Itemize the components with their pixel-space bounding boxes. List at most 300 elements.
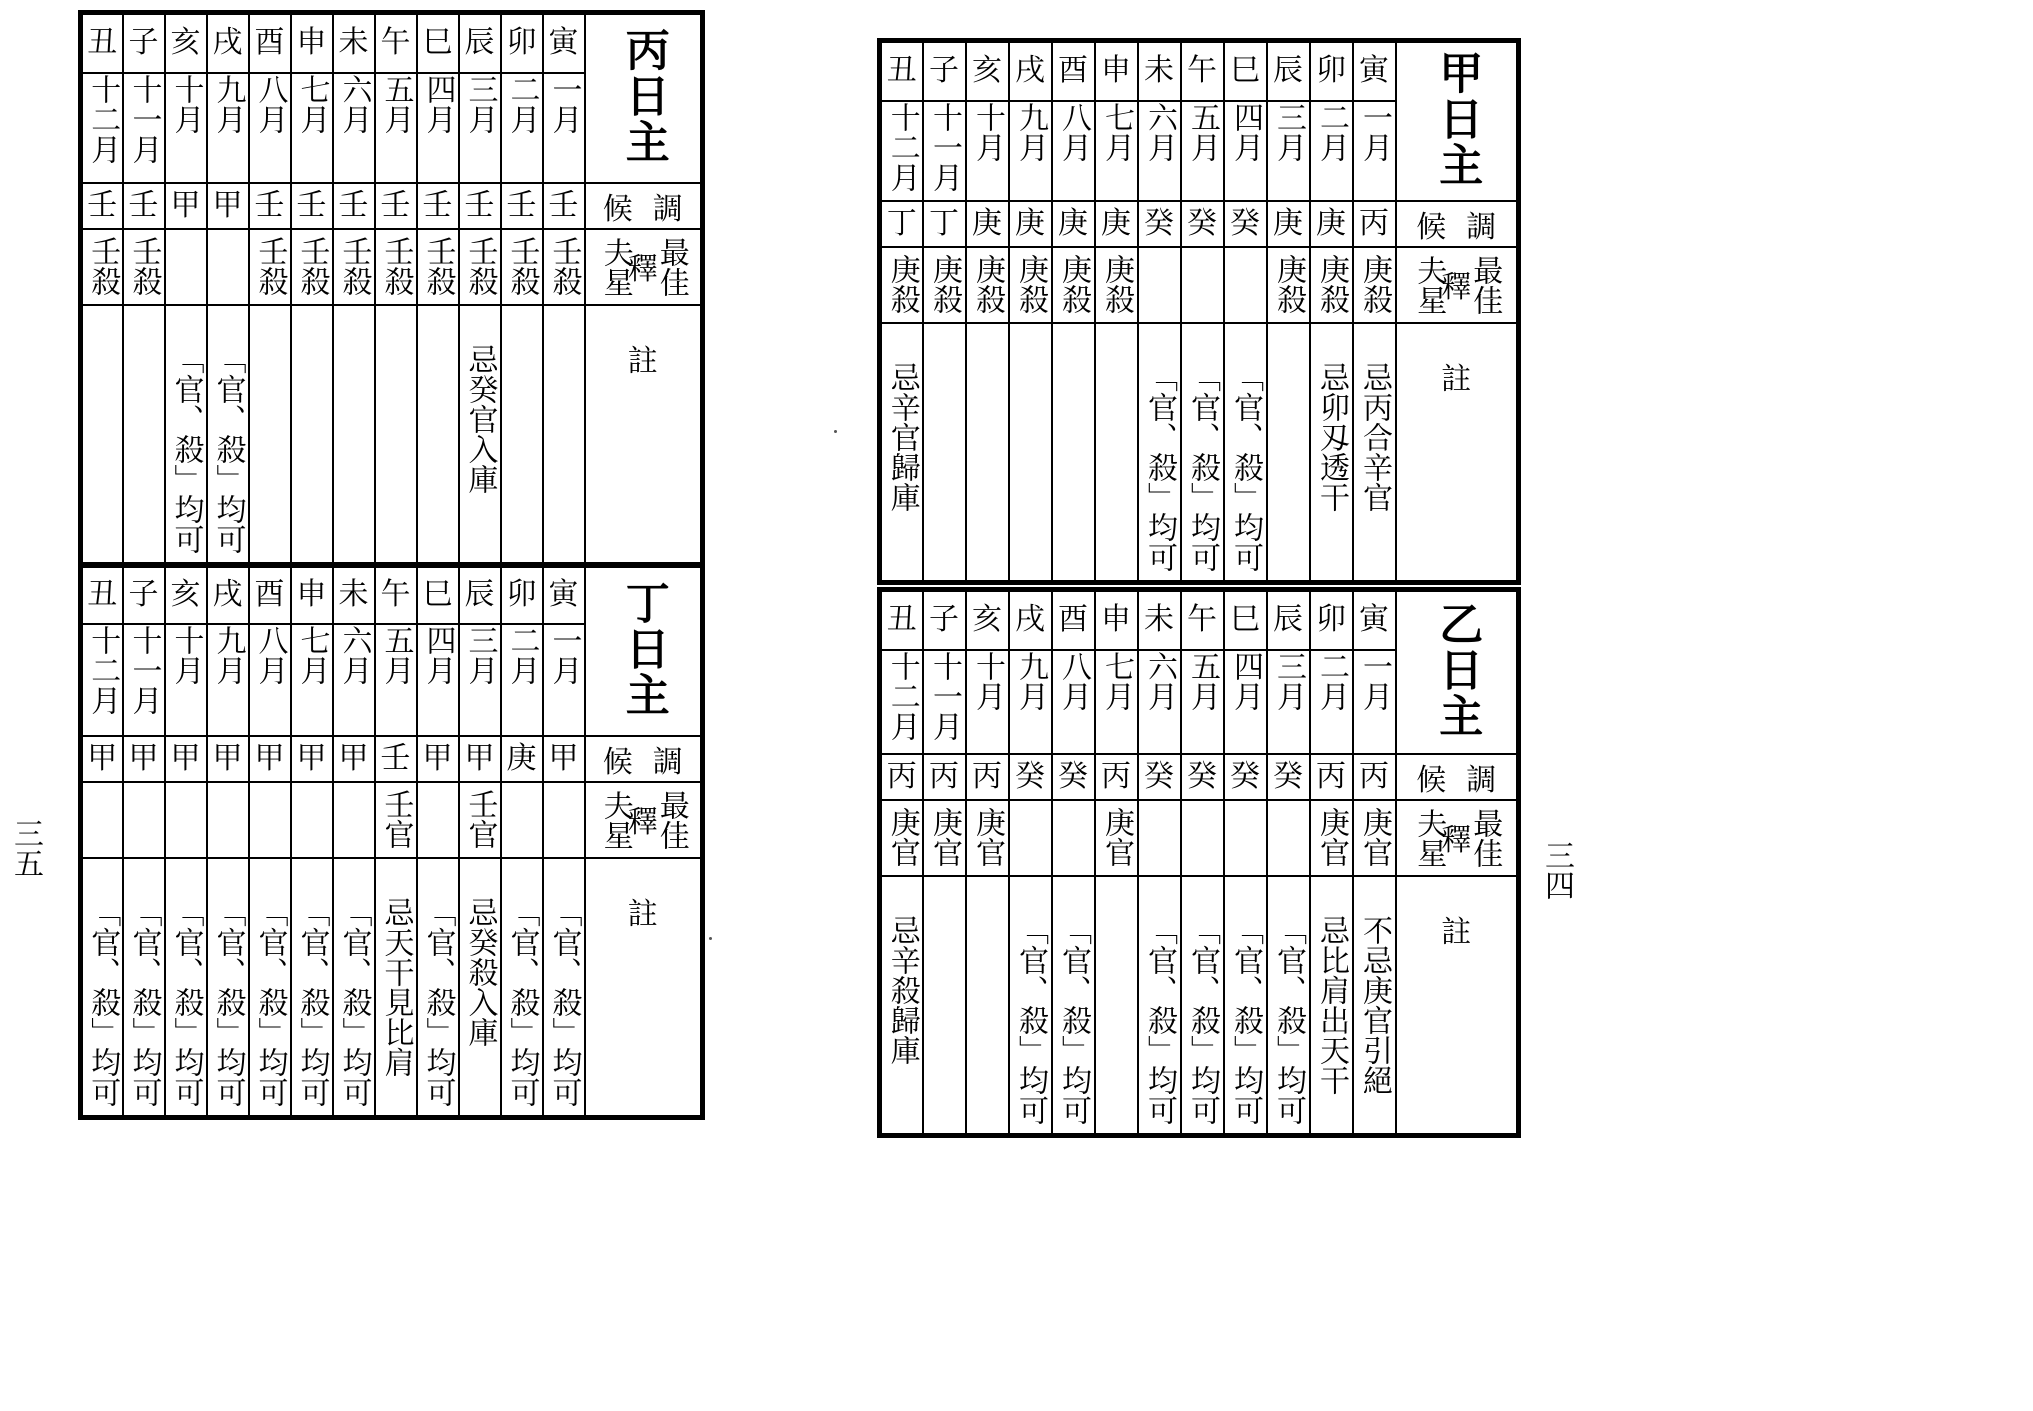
- tiaohou-cell-text: 壬: [254, 187, 285, 223]
- tiaohou-label-text: [586, 184, 701, 228]
- branch-cell: [543, 566, 585, 624]
- note-cell-text: 「官、殺」均可: [504, 896, 540, 1107]
- tiaohou-cell-text: 甲: [338, 740, 369, 776]
- tiaohou-cell-text: 癸: [1187, 758, 1217, 794]
- note-cell-text: 「官、殺」均可: [210, 896, 246, 1107]
- best-cell-text: 庚殺: [1099, 253, 1134, 314]
- branch-cell: [923, 41, 966, 101]
- note-cell: [1095, 323, 1138, 583]
- branch-cell: [291, 13, 333, 73]
- branch-cell-text: 卯: [1316, 53, 1346, 89]
- branch-cell-text: 巳: [422, 25, 453, 61]
- branch-cell: [501, 566, 543, 624]
- best-cell-text: 庚殺: [884, 253, 920, 314]
- note-label-bottom: 釋: [627, 804, 658, 840]
- note-cell: [291, 305, 333, 565]
- note-cell-text: 「官、殺」均可: [420, 896, 456, 1107]
- month-cell-text: 九月: [210, 624, 246, 685]
- best-label-a: 最佳: [653, 236, 689, 297]
- best-cell: [966, 247, 1009, 323]
- tiaohou-cell-text: 甲: [212, 740, 243, 776]
- note-cell: [966, 876, 1009, 1136]
- branch-cell: [966, 590, 1009, 650]
- best-cell: [1310, 247, 1353, 323]
- month-cell: [1009, 101, 1052, 201]
- best-cell: [1310, 800, 1353, 876]
- tiaohou-cell-text: 癸: [1230, 758, 1260, 794]
- month-cell-text: 十一月: [126, 624, 162, 715]
- tiaohou-cell-text: 癸: [1015, 758, 1045, 794]
- best-cell: [1009, 800, 1052, 876]
- day-master-title-text: 甲日主: [1431, 50, 1483, 189]
- month-cell-text: 四月: [1228, 650, 1263, 711]
- month-cell: [923, 101, 966, 201]
- note-cell-text: 「官、殺」均可: [1056, 914, 1091, 1125]
- tiaohou-row: [81, 736, 703, 782]
- month-cell: [207, 624, 249, 736]
- branch-cell: [1009, 41, 1052, 101]
- branch-cell-text: 寅: [1359, 602, 1389, 638]
- tiaohou-label-a: 調: [652, 744, 683, 780]
- note-cell-text: 「官、殺」均可: [1013, 914, 1048, 1125]
- best-cell: [880, 800, 923, 876]
- month-cell-text: 八月: [1056, 101, 1091, 162]
- month-cell: [880, 101, 923, 201]
- best-label-b: 夫星: [597, 236, 633, 297]
- month-cell-text: 一月: [1357, 650, 1392, 711]
- branch-cell: [1353, 41, 1396, 101]
- best-cell: [1181, 247, 1224, 323]
- tiaohou-cell: [1353, 201, 1396, 247]
- best-cell: [1009, 247, 1052, 323]
- tiaohou-label: [1396, 754, 1519, 800]
- month-cell: [880, 650, 923, 754]
- tiaohou-cell-text: 丁: [886, 205, 917, 241]
- note-cell-text: 「官、殺」均可: [210, 343, 246, 554]
- month-cell: [1052, 101, 1095, 201]
- best-cell-text: 壬殺: [546, 235, 582, 296]
- branch-cell: [81, 566, 123, 624]
- note-label-top: 註: [627, 343, 658, 379]
- tiaohou-cell-text: 丙: [1359, 758, 1389, 794]
- branch-cell: [1310, 41, 1353, 101]
- tiaohou-cell: [543, 183, 585, 229]
- branch-cell: [417, 566, 459, 624]
- note-label-bottom: 釋: [1441, 269, 1472, 305]
- branch-cell-text: 亥: [972, 53, 1002, 89]
- tiaohou-row: [880, 201, 1519, 247]
- tiaohou-cell: [543, 736, 585, 782]
- branch-cell: [543, 13, 585, 73]
- note-cell: [543, 305, 585, 565]
- branch-cell: [923, 590, 966, 650]
- tiaohou-cell-text: 壬: [380, 740, 411, 776]
- month-cell: [165, 624, 207, 736]
- tiaohou-cell-text: 壬: [464, 187, 495, 223]
- tiaohou-cell-text: 甲: [87, 740, 118, 776]
- tiaohou-cell-text: 壬: [128, 187, 159, 223]
- note-cell: [375, 858, 417, 1118]
- branch-cell-text: 子: [128, 577, 159, 613]
- best-cell: [249, 229, 291, 305]
- branch-cell-text: 辰: [464, 577, 495, 613]
- note-cell-text: 「官、殺」均可: [336, 896, 372, 1107]
- note-cell: [1052, 876, 1095, 1136]
- month-cell-text: 八月: [252, 73, 288, 134]
- month-cell: [1009, 650, 1052, 754]
- best-cell: [1052, 800, 1095, 876]
- month-cell: [1310, 650, 1353, 754]
- tiaohou-cell: [1052, 754, 1095, 800]
- branch-cell-text: 卯: [506, 577, 537, 613]
- best-cell: [501, 782, 543, 858]
- tiaohou-cell-text: 丙: [1316, 758, 1346, 794]
- note-cell-text: 忌卯刄透干: [1314, 361, 1349, 512]
- best-cell: [81, 229, 123, 305]
- branch-cell: [501, 13, 543, 73]
- tiaohou-cell: [1181, 754, 1224, 800]
- branch-cell-text: 巳: [422, 577, 453, 613]
- best-cell: [1138, 247, 1181, 323]
- month-cell: [1267, 650, 1310, 754]
- tiaohou-cell: [123, 183, 165, 229]
- tiaohou-cell: [207, 183, 249, 229]
- note-cell: [1267, 876, 1310, 1136]
- tiaohou-cell: [165, 183, 207, 229]
- best-label-a: 最佳: [1467, 254, 1503, 315]
- tiaohou-cell-text: 壬: [548, 187, 579, 223]
- best-cell: [417, 782, 459, 858]
- best-cell: [501, 229, 543, 305]
- best-cell-text: 庚官: [1357, 806, 1392, 867]
- note-cell-text: 「官、殺」均可: [546, 896, 582, 1107]
- note-cell: [501, 858, 543, 1118]
- note-cell: [1009, 323, 1052, 583]
- month-cell: [966, 101, 1009, 201]
- branch-cell-text: 酉: [1058, 53, 1088, 89]
- tiaohou-cell: [249, 183, 291, 229]
- note-label-top: 註: [1441, 914, 1472, 950]
- best-cell: [880, 247, 923, 323]
- best-cell-text: 庚官: [1314, 806, 1349, 867]
- branch-row: [880, 590, 1519, 650]
- tiaohou-cell: [375, 736, 417, 782]
- month-cell-text: 五月: [1185, 101, 1220, 162]
- best-cell: [207, 782, 249, 858]
- best-cell: [459, 782, 501, 858]
- tiaohou-label-b: 候: [602, 744, 633, 780]
- month-cell-text: 三月: [462, 624, 498, 685]
- best-cell-text: 壬殺: [462, 235, 498, 296]
- tiaohou-cell: [1353, 754, 1396, 800]
- note-label-bottom: 釋: [627, 251, 658, 287]
- tiaohou-label-a: 調: [1466, 762, 1497, 798]
- month-cell: [417, 73, 459, 183]
- tiaohou-cell: [249, 736, 291, 782]
- branch-cell-text: 子: [929, 53, 959, 89]
- month-cell-text: 四月: [1228, 101, 1263, 162]
- best-cell-text: 壬官: [378, 788, 414, 849]
- month-cell: [375, 624, 417, 736]
- tiaohou-cell-text: 癸: [1144, 758, 1174, 794]
- tiaohou-cell-text: 丙: [1359, 205, 1389, 241]
- branch-cell-text: 辰: [1273, 53, 1303, 89]
- tiaohou-row: [81, 183, 703, 229]
- tiaohou-label-a: 調: [1466, 209, 1497, 245]
- tiaohou-cell-text: 壬: [87, 187, 118, 223]
- tiaohou-cell-text: 壬: [380, 187, 411, 223]
- branch-cell-text: 申: [296, 577, 327, 613]
- branch-cell-text: 未: [338, 25, 369, 61]
- month-cell: [1181, 101, 1224, 201]
- note-cell: [123, 858, 165, 1118]
- tiaohou-cell-text: 癸: [1273, 758, 1303, 794]
- tiaohou-cell: [501, 183, 543, 229]
- best-cell: [1353, 247, 1396, 323]
- month-cell-text: 二月: [1314, 101, 1349, 162]
- branch-cell-text: 丑: [87, 577, 118, 613]
- best-cell: [1095, 247, 1138, 323]
- best-cell: [375, 782, 417, 858]
- note-cell: [1224, 876, 1267, 1136]
- note-cell: [417, 858, 459, 1118]
- tiaohou-cell-text: 丙: [1101, 758, 1131, 794]
- note-cell-text: 「官、殺」均可: [252, 896, 288, 1107]
- best-cell-text: 壬殺: [378, 235, 414, 296]
- tiaohou-cell: [1224, 754, 1267, 800]
- tiaohou-cell-text: 丙: [886, 758, 917, 794]
- note-label-top: 註: [627, 896, 658, 932]
- tiaohou-cell: [291, 736, 333, 782]
- note-cell-text: 「官、殺」均可: [1271, 914, 1306, 1125]
- branch-cell-text: 子: [128, 25, 159, 61]
- month-cell: [291, 73, 333, 183]
- tiaohou-label-b: 候: [1416, 762, 1447, 798]
- branch-cell-text: 寅: [1359, 53, 1389, 89]
- tiaohou-cell-text: 甲: [464, 740, 495, 776]
- best-cell-text: 壬殺: [85, 235, 121, 296]
- best-cell-text: 庚官: [927, 806, 962, 867]
- tiaohou-cell: [207, 736, 249, 782]
- notes-row: [880, 323, 1519, 583]
- tiaohou-cell: [966, 201, 1009, 247]
- branch-cell: [1095, 41, 1138, 101]
- branch-row: [880, 41, 1519, 101]
- month-cell-text: 六月: [336, 73, 372, 134]
- month-cell: [501, 73, 543, 183]
- best-cell: [1052, 247, 1095, 323]
- best-cell-text: 庚殺: [1013, 253, 1048, 314]
- note-cell: [81, 858, 123, 1118]
- tiaohou-cell-text: 癸: [1230, 205, 1260, 241]
- month-cell: [1181, 650, 1224, 754]
- day-master-title: [1396, 590, 1519, 754]
- month-cell-text: 三月: [1271, 650, 1306, 711]
- tiaohou-label: [585, 736, 703, 782]
- note-cell-text: 「官、殺」均可: [1228, 914, 1263, 1125]
- tiaohou-cell-text: 甲: [212, 187, 243, 223]
- branch-cell-text: 丑: [87, 25, 118, 61]
- note-cell: [880, 876, 923, 1136]
- month-cell: [1224, 101, 1267, 201]
- best-cell: [966, 800, 1009, 876]
- tiaohou-cell-text: 甲: [128, 740, 159, 776]
- tiaohou-cell-text: 庚: [972, 205, 1002, 241]
- tiaohou-cell: [1095, 754, 1138, 800]
- best-cell: [291, 782, 333, 858]
- branch-cell: [333, 566, 375, 624]
- best-cell: [923, 247, 966, 323]
- note-cell-text: 不忌庚官引絕: [1357, 914, 1392, 1095]
- note-label-top: 註: [1441, 361, 1472, 397]
- month-cell: [543, 624, 585, 736]
- tiaohou-cell-text: 庚: [1058, 205, 1088, 241]
- tiaohou-cell: [501, 736, 543, 782]
- best-label-b: 夫星: [1411, 254, 1447, 315]
- best-cell: [249, 782, 291, 858]
- best-cell: [1224, 247, 1267, 323]
- month-cell-text: 二月: [504, 73, 540, 134]
- note-cell: [1181, 323, 1224, 583]
- note-cell: [501, 305, 543, 565]
- note-cell: [207, 858, 249, 1118]
- note-cell: [543, 858, 585, 1118]
- day-master-title: [585, 13, 703, 183]
- branch-cell: [1009, 590, 1052, 650]
- branch-cell-text: 申: [1101, 53, 1131, 89]
- tiaohou-label: [585, 183, 703, 229]
- month-cell-text: 八月: [1056, 650, 1091, 711]
- branch-row: [81, 566, 703, 624]
- branch-cell: [123, 13, 165, 73]
- note-cell: [1353, 876, 1396, 1136]
- tiaohou-cell-text: 丁: [929, 205, 959, 241]
- best-label-b: 夫星: [1411, 807, 1447, 868]
- branch-cell-text: 卯: [506, 25, 537, 61]
- branch-cell-text: 酉: [254, 25, 285, 61]
- tiaohou-cell: [333, 736, 375, 782]
- branch-cell: [459, 566, 501, 624]
- branch-cell: [81, 13, 123, 73]
- best-cell: [333, 782, 375, 858]
- tiaohou-cell: [459, 183, 501, 229]
- tiaohou-cell: [1181, 201, 1224, 247]
- tiaohou-cell-text: 壬: [506, 187, 537, 223]
- branch-cell: [123, 566, 165, 624]
- notes-row: [880, 876, 1519, 1136]
- best-cell-text: 庚官: [884, 806, 920, 867]
- branch-cell: [1353, 590, 1396, 650]
- month-cell-text: 五月: [378, 73, 414, 134]
- note-cell-text: 「官、殺」均可: [168, 896, 204, 1107]
- note-cell: [81, 305, 123, 565]
- tiaohou-cell-text: 庚: [1015, 205, 1045, 241]
- month-cell: [249, 73, 291, 183]
- month-cell-text: 十二月: [884, 101, 920, 192]
- best-cell-text: 壬官: [462, 788, 498, 849]
- branch-cell: [165, 13, 207, 73]
- branch-cell: [249, 13, 291, 73]
- month-cell-text: 十一月: [927, 101, 962, 192]
- best-cell-text: 庚殺: [927, 253, 962, 314]
- table-yi-day-master: [877, 587, 1521, 1138]
- month-cell: [165, 73, 207, 183]
- month-cell-text: 六月: [336, 624, 372, 685]
- best-cell: [459, 229, 501, 305]
- tiaohou-cell: [1009, 754, 1052, 800]
- note-cell: [1095, 876, 1138, 1136]
- month-cell-text: 十二月: [85, 624, 121, 715]
- month-cell-text: 六月: [1142, 101, 1177, 162]
- note-cell: [1009, 876, 1052, 1136]
- month-cell: [333, 624, 375, 736]
- month-cell: [81, 73, 123, 183]
- note-cell: [165, 858, 207, 1118]
- tiaohou-cell: [375, 183, 417, 229]
- branch-cell: [880, 41, 923, 101]
- branch-cell-text: 戌: [212, 25, 243, 61]
- day-master-title-text: 乙日主: [1431, 601, 1483, 740]
- tiaohou-cell: [1310, 754, 1353, 800]
- tiaohou-label-text: [586, 737, 701, 781]
- note-cell: [1138, 323, 1181, 583]
- tiaohou-cell-text: 癸: [1058, 758, 1088, 794]
- branch-cell-text: 卯: [1316, 602, 1346, 638]
- note-cell: [1353, 323, 1396, 583]
- branch-cell-text: 亥: [972, 602, 1002, 638]
- month-cell-text: 三月: [1271, 101, 1306, 162]
- month-cell: [291, 624, 333, 736]
- tiaohou-label-a: 調: [652, 191, 683, 227]
- branch-cell: [1138, 590, 1181, 650]
- branch-cell-text: 酉: [1058, 602, 1088, 638]
- note-cell: [459, 858, 501, 1118]
- note-cell-text: 忌癸官入庫: [462, 343, 498, 494]
- best-cell: [123, 229, 165, 305]
- tiaohou-cell-text: 壬: [422, 187, 453, 223]
- month-cell: [966, 650, 1009, 754]
- month-cell-text: 十一月: [927, 650, 962, 741]
- tiaohou-cell: [880, 754, 923, 800]
- best-cell: [165, 782, 207, 858]
- note-cell: [249, 858, 291, 1118]
- note-cell: [1310, 323, 1353, 583]
- tiaohou-cell-text: 甲: [170, 187, 201, 223]
- tiaohou-label-text: [1397, 202, 1517, 246]
- month-cell: [81, 624, 123, 736]
- branch-cell: [333, 13, 375, 73]
- best-cell-text: 壬殺: [336, 235, 372, 296]
- best-cell: [1267, 800, 1310, 876]
- best-cell: [543, 782, 585, 858]
- best-cell: [123, 782, 165, 858]
- table-ding-day-master: [78, 563, 705, 1120]
- branch-cell-text: 亥: [170, 25, 201, 61]
- note-cell: [207, 305, 249, 565]
- branch-cell: [249, 566, 291, 624]
- best-cell-text: 壬殺: [126, 235, 162, 296]
- note-cell-text: 「官、殺」均可: [168, 343, 204, 554]
- tiaohou-cell-text: 甲: [422, 740, 453, 776]
- branch-cell-text: 未: [1144, 53, 1174, 89]
- month-cell: [501, 624, 543, 736]
- month-cell-text: 七月: [294, 624, 330, 685]
- tiaohou-cell-text: 甲: [170, 740, 201, 776]
- branch-cell: [459, 13, 501, 73]
- note-cell: [1138, 876, 1181, 1136]
- day-master-title: [1396, 41, 1519, 201]
- month-cell: [923, 650, 966, 754]
